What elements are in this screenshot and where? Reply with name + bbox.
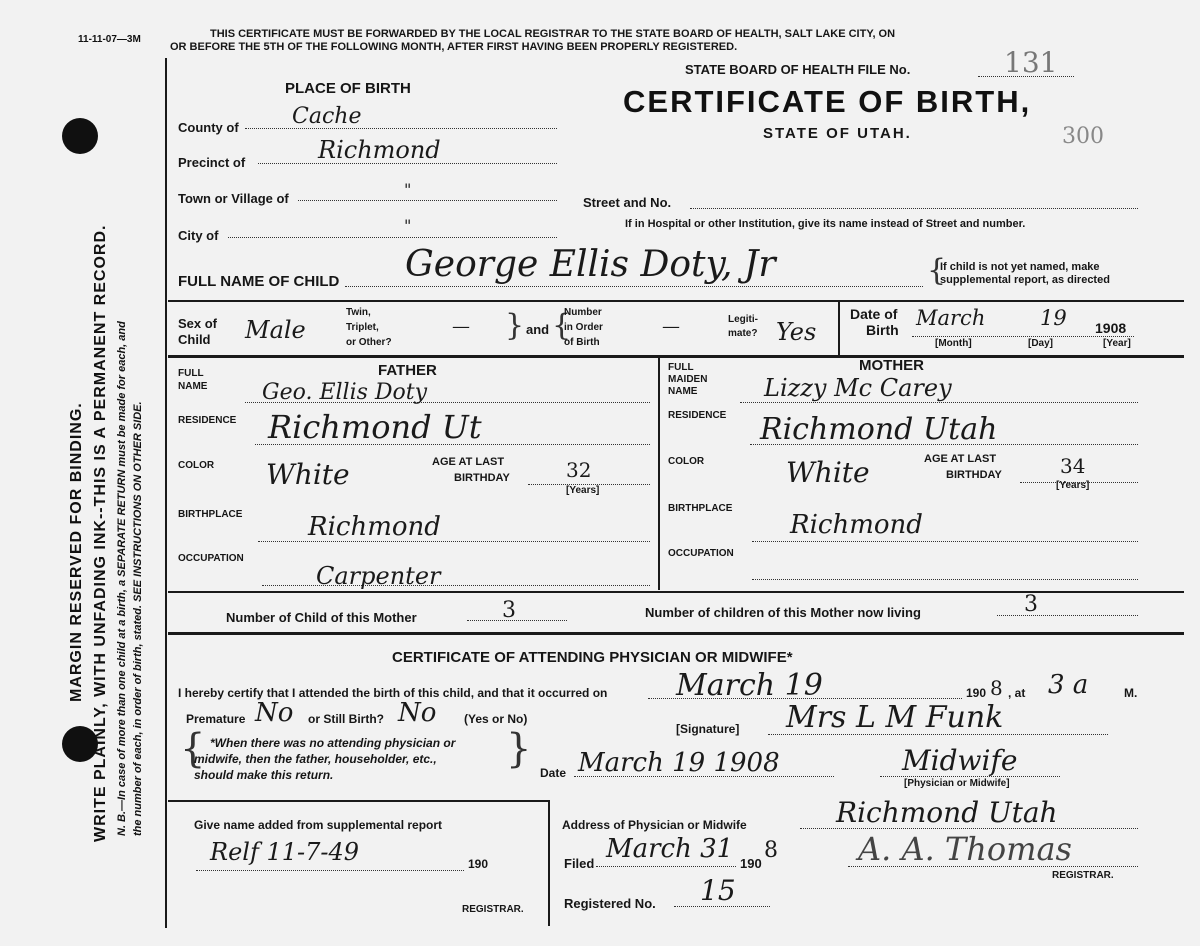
address-label: Address of Physician or Midwife [562,818,747,832]
month-caption: [Month] [935,338,972,349]
forward-notice-1: THIS CERTIFICATE MUST BE FORWARDED BY THE LOCAL REGISTRAR TO THE STATE BOARD OF HEALTH, SALT LAKE CITY, ON [210,28,896,40]
mother-color-label: COLOR [668,456,705,467]
town-line [298,182,557,201]
and-label: and [526,322,550,337]
father-heading: FATHER [378,362,437,379]
sex-label-1: Sex of [178,316,218,331]
twin-label-3: or Other? [346,337,392,348]
mother-occupation-label: OCCUPATION [668,548,734,559]
form-left-border [165,58,167,928]
father-age-value: 32 [566,458,592,482]
signature-label: [Signature] [676,722,740,736]
mother-full-label: FULL [668,362,694,373]
physician-heading: CERTIFICATE OF ATTENDING PHYSICIAN OR MIDWIFE* [392,649,793,666]
meridiem-label: M. [1124,686,1138,700]
certify-statement: I hereby certify that I attended the birth of this child, and that it occurred on [178,686,608,700]
no-physician-note-1: *When there was no attending physician or [210,736,456,750]
file-number: 131 [1004,46,1058,79]
children-count-line [467,606,567,621]
mother-birthplace-label: BIRTHPLACE [668,503,733,514]
order-brace: { [552,308,572,343]
father-occupation-value: Carpenter [316,562,441,590]
registrar-label: REGISTRAR. [1052,870,1114,881]
father-color-label: COLOR [178,460,215,471]
rule-physician [168,632,1184,635]
registrar-signature: A. A. Thomas [858,830,1072,868]
no-physician-note-2: midwife, then the father, householder, etc., [194,752,437,766]
children-count-label: Number of Child of this Mother [226,610,417,625]
binding-hole-top [62,118,98,154]
occurred-hour: 3 a [1048,670,1089,700]
supplement-heading: Give name added from supplemental report [194,818,443,832]
mother-color-value: White [786,456,870,489]
children-living-value: 3 [1024,592,1038,617]
filed-label: Filed [564,856,595,871]
father-birthplace-label: BIRTHPLACE [178,509,243,520]
supplement-year-prefix: 190 [468,857,489,871]
street-label: Street and No. [583,195,672,210]
birth-month: March [916,306,986,330]
children-living-line [997,601,1138,616]
father-residence-value: Richmond Ut [268,408,482,446]
father-age-label-1: AGE AT LAST [432,456,505,468]
filed-value: March 31 [606,834,734,864]
at-label: , at [1008,686,1026,700]
city-line [228,219,557,238]
mother-residence-value: Richmond Utah [760,412,998,447]
name-note-1: If child is not yet named, make [940,261,1100,273]
order-label-1: Number [564,307,602,318]
father-name-label: NAME [178,381,208,392]
name-note-brace: { [927,253,947,288]
certificate-title: CERTIFICATE OF BIRTH, [623,84,1032,119]
premature-label: Premature [186,712,246,726]
premature-value: No [255,698,294,728]
note-brace-right: } [506,726,532,772]
mother-heading: MOTHER [859,357,924,374]
parents-divider [658,358,660,590]
yes-no-note: (Yes or No) [464,712,528,726]
mother-age-value: 34 [1060,454,1086,478]
supplement-box-top [168,800,548,802]
rule-parents [168,355,1184,358]
father-years-caption: [Years] [566,485,600,496]
annotation-number: 300 [1062,124,1104,149]
margin-nb-line1: N. B.—In case of more than one child at a birth, a SEPARATE RETURN must be made for each, and [116,321,128,836]
street-line [690,190,1138,209]
legitimate-label-1: Legiti- [728,314,758,325]
sex-value: Male [245,316,306,344]
mother-residence-label: RESIDENCE [668,410,727,421]
physician-signature: Mrs L M Funk [786,700,1004,735]
legitimate-label-2: mate? [728,328,758,339]
supplement-box-right [548,800,550,926]
father-name-value: Geo. Ellis Doty [262,380,428,405]
date-of-birth-label-2: Birth [866,322,899,338]
still-birth-value: No [398,698,437,728]
mother-maiden-label: MAIDEN [668,374,708,385]
birth-year: 1908 [1095,320,1127,336]
name-note-2: supplemental report, as directed [940,274,1110,286]
signed-date-label: Date [540,766,567,780]
state-label: STATE OF UTAH. [763,125,912,142]
occurred-year-prefix: 190 [966,686,987,700]
sex-label-2: Child [178,332,211,347]
mother-years-caption: [Years] [1056,480,1090,491]
mother-name-label: NAME [668,386,698,397]
rule-child [168,300,1184,302]
occurred-date-value: March 19 [676,668,823,703]
child-name-label: FULL NAME OF CHILD [178,273,340,290]
father-birthplace-value: Richmond [308,512,441,542]
county-value: Cache [292,104,362,129]
still-birth-label: or Still Birth? [308,712,384,726]
signed-date-value: March 19 1908 [578,748,780,778]
precinct-label: Precinct of [178,155,246,170]
twin-brace: } [505,308,525,343]
twin-label-1: Twin, [346,307,371,318]
county-label: County of [178,120,239,135]
occurred-year-digit: 8 [990,676,1003,700]
margin-ink-notice: WRITE PLAINLY, WITH UNFADING INK--THIS IS A PERMANENT RECORD. [92,224,109,842]
filed-year-prefix: 190 [740,856,762,871]
city-value: " [404,216,412,235]
child-name-value: George Ellis Doty, Jr [405,244,776,285]
mother-occupation-line [752,565,1138,580]
father-full-label: FULL [178,368,204,379]
filed-year-digit: 8 [764,838,778,863]
year-caption: [Year] [1103,338,1131,349]
supplement-value: Relf 11-7-49 [210,838,360,866]
precinct-value: Richmond [318,136,441,164]
father-color-value: White [266,458,350,491]
town-label: Town or Village of [178,191,289,206]
date-divider [838,302,840,355]
no-physician-note-3: should make this return. [194,768,334,782]
order-value: — [662,316,680,337]
physician-title-value: Midwife [902,744,1018,777]
form-code: 11-11-07—3M [78,34,141,45]
margin-binding-notice: MARGIN RESERVED FOR BINDING. [68,402,85,702]
mother-age-label-1: AGE AT LAST [924,453,997,465]
address-value: Richmond Utah [836,796,1058,829]
registered-number-value: 15 [700,874,736,907]
city-label: City of [178,228,219,243]
birth-day: 19 [1040,306,1067,330]
file-number-label: STATE BOARD OF HEALTH FILE No. [685,62,911,77]
father-occupation-label: OCCUPATION [178,553,244,564]
twin-label-2: Triplet, [346,322,379,333]
mother-name-value: Lizzy Mc Carey [764,374,952,402]
twin-value: — [452,316,470,337]
day-caption: [Day] [1028,338,1054,349]
place-of-birth-heading: PLACE OF BIRTH [285,80,411,97]
legitimate-value: Yes [776,318,817,346]
margin-nb-line2: the number of each, in order of birth, stated. SEE INSTRUCTIONS ON OTHER SIDE. [132,401,144,836]
town-value: " [404,180,412,199]
order-label-2: in Order [564,322,603,333]
hospital-note: If in Hospital or other Institution, give its name instead of Street and number. [625,218,1026,230]
mother-age-label-2: BIRTHDAY [946,469,1002,481]
physician-title-caption: [Physician or Midwife] [904,778,1010,789]
children-living-label: Number of children of this Mother now living [645,605,921,620]
children-count-value: 3 [502,598,516,623]
order-label-3: of Birth [564,337,600,348]
date-of-birth-label-1: Date of [850,306,898,322]
mother-birthplace-value: Richmond [790,510,923,540]
forward-notice-2: OR BEFORE THE 5TH OF THE FOLLOWING MONTH, AFTER FIRST HAVING BEEN PROPERLY REGISTERED. [170,41,738,53]
note-brace-left: { [180,726,206,772]
father-age-label-2: BIRTHDAY [454,472,510,484]
registered-number-label: Registered No. [564,896,656,911]
supplement-registrar: REGISTRAR. [462,904,524,915]
father-residence-label: RESIDENCE [178,415,237,426]
